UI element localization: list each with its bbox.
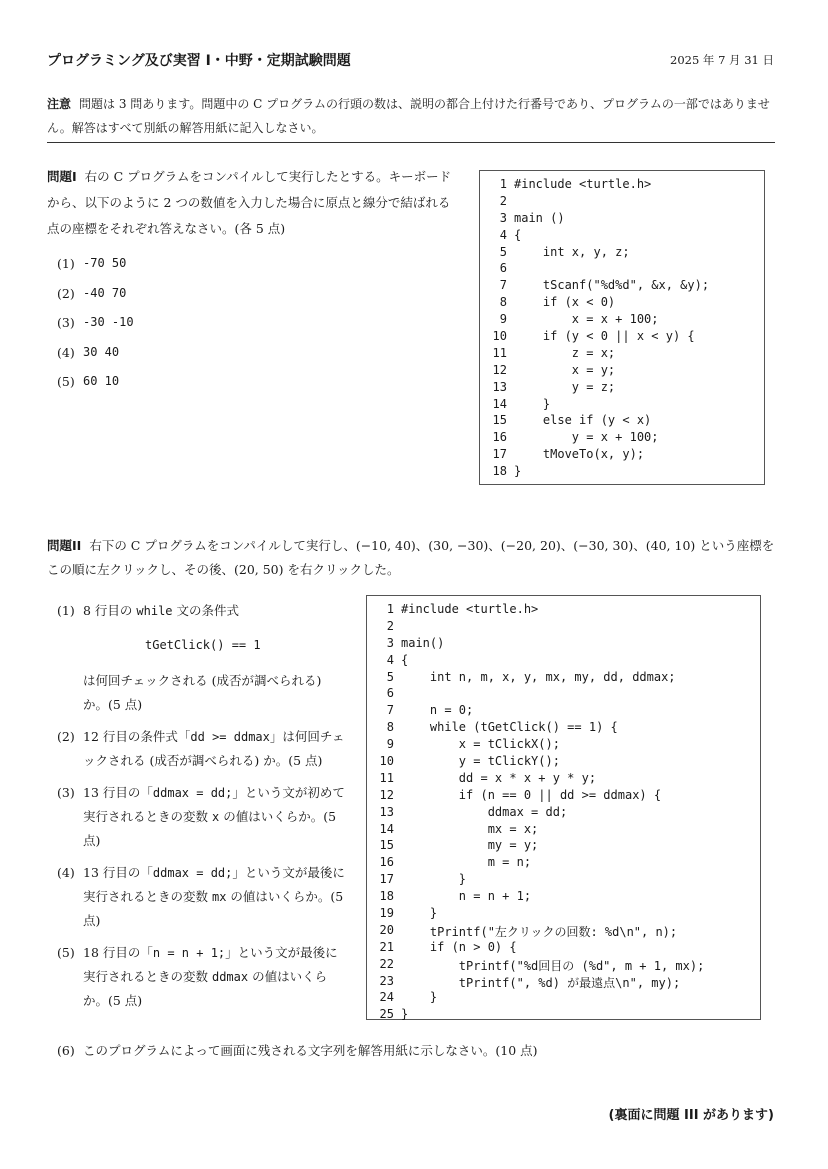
q1-item (57, 315, 134, 345)
code-line (490, 346, 764, 363)
line-code: tScanf("%d%d", &x, &y); (514, 278, 710, 293)
line-code: y = x + 100; (514, 430, 659, 445)
line-code: main() (401, 635, 445, 650)
line-number: 4 (499, 227, 507, 242)
line-number: 8 (386, 720, 394, 735)
line-code: mx = x; (401, 821, 539, 836)
q1-text: 右の C プログラムをコンパイルして実行したとする。キーボードから、以下のように 2 つの数値を入力した場合に原点と線分で結ばれる点の座標をそれぞれ答えなさい。(各 5 点) (47, 169, 452, 236)
line-number: 13 (379, 804, 394, 819)
line-number: 18 (492, 464, 507, 479)
line-number: 11 (492, 345, 507, 360)
line-code: tPrintf("左クリックの回数: %d\n", n); (401, 924, 678, 939)
q2-item-1 (57, 599, 345, 717)
q1-item (57, 374, 134, 404)
inline-code: while (136, 604, 173, 618)
line-code: } (401, 1007, 409, 1022)
q2-statement (47, 534, 777, 582)
q1-label: 問題I (47, 169, 77, 184)
code-line (490, 211, 764, 228)
q2-label: 問題II (47, 538, 82, 553)
q2-item-text: 」という文が最後に実行されるときの変数 (83, 865, 345, 904)
line-number: 13 (492, 379, 507, 394)
line-number: 3 (499, 210, 507, 225)
inline-code: ddmax = dd; (152, 866, 233, 880)
q1-item-value: -30 -10 (83, 315, 134, 329)
inline-code: x (211, 810, 220, 824)
q2-item-text: の値はいくらか。(5 点) (83, 889, 344, 928)
inline-code: n = n + 1; (152, 946, 226, 960)
code-line (377, 788, 760, 805)
line-number: 4 (386, 652, 394, 667)
line-code: tPrintf(", %d) が最遠点\n", my); (401, 975, 681, 990)
footer-note: (裏面に問題 III があります) (608, 1108, 774, 1123)
line-number: 22 (379, 956, 394, 971)
line-number: 11 (379, 770, 394, 785)
code-line (490, 413, 764, 430)
code-line (377, 855, 760, 872)
line-code: main () (514, 210, 565, 225)
q1-item-number: (5) (57, 374, 75, 389)
code-line (377, 974, 760, 991)
q1-item (57, 256, 134, 286)
code-line (490, 329, 764, 346)
q2-item-2 (57, 725, 345, 773)
line-code: if (n == 0 || dd >= ddmax) { (401, 787, 662, 802)
line-number: 15 (492, 413, 507, 428)
code-line (490, 194, 764, 211)
divider (47, 142, 775, 143)
code-line (490, 261, 764, 278)
q2-item-text: の値はいくらか。(5 点) (83, 809, 337, 848)
q2-item-text: 」という文が初めて実行されるときの変数 (83, 785, 345, 824)
line-code: } (401, 990, 438, 1005)
line-code: n = n + 1; (401, 889, 532, 904)
line-number: 1 (386, 602, 394, 616)
code-line (377, 906, 760, 923)
inline-code: dd >= ddmax (190, 730, 270, 744)
line-number: 10 (492, 329, 507, 344)
q1-item-value: 60 10 (83, 374, 120, 388)
notice-label: 注意 (47, 97, 72, 111)
line-code: ddmax = dd; (401, 804, 568, 819)
code-line (377, 653, 760, 670)
code-line (377, 737, 760, 754)
line-number: 15 (379, 838, 394, 853)
code-line (377, 619, 760, 636)
code-line (490, 380, 764, 397)
line-code: x = tClickX(); (401, 737, 560, 752)
line-code: z = x; (514, 345, 616, 360)
q2-question-list (57, 599, 345, 1021)
q2-item-text: 13 行目の「 (83, 865, 153, 880)
q2-item-text: 8 行目の (83, 603, 137, 618)
line-number: 9 (499, 312, 507, 327)
line-code: } (401, 906, 438, 921)
code-line (377, 822, 760, 839)
line-number: 24 (379, 990, 394, 1005)
line-code: n = 0; (401, 703, 474, 718)
q1-item-value: -70 50 (83, 256, 127, 270)
line-number: 5 (386, 669, 394, 684)
notice (47, 92, 777, 140)
q2-item-text: の値はいくらか。(5 点) (83, 969, 328, 1008)
q1-item-value: 30 40 (83, 344, 120, 359)
line-code: my = y; (401, 838, 539, 853)
code-line (377, 872, 760, 889)
exam-date: 2025 年 7 月 31 日 (670, 53, 774, 67)
q2-item-text: は何回チェックされる (成否が調べられる) か。(5 点) (83, 673, 322, 712)
q2-item-3 (57, 781, 345, 853)
line-code: else if (y < x) (514, 413, 652, 428)
line-code: if (n > 0) { (401, 939, 517, 954)
line-code: if (y < 0 || x < y) { (514, 329, 695, 344)
line-number: 2 (386, 618, 394, 633)
line-code: tPrintf("%d回目の (%d", m + 1, mx); (401, 958, 705, 973)
code-line (377, 636, 760, 653)
inline-code: ddmax = dd; (152, 786, 233, 800)
code-line (377, 889, 760, 906)
line-number: 17 (492, 447, 507, 462)
q1-code-listing (479, 170, 765, 485)
line-code: y = tClickY(); (401, 754, 560, 769)
line-code: { (514, 227, 522, 242)
q2-item-number: (3) (57, 785, 75, 800)
line-number: 14 (379, 821, 394, 836)
condition-expression: tGetClick() == 1 (145, 638, 261, 652)
q2-item-5 (57, 941, 345, 1013)
code-line (377, 1007, 760, 1024)
code-line (377, 805, 760, 822)
line-code: } (401, 872, 467, 887)
code-line (490, 447, 764, 464)
code-line (377, 602, 760, 619)
line-number: 23 (379, 973, 394, 988)
code-line (490, 245, 764, 262)
code-line (377, 720, 760, 737)
line-code: #include <turtle.h> (514, 177, 652, 191)
q2-item-number: (6) (57, 1043, 75, 1058)
line-code: m = n; (401, 855, 532, 870)
code-line (490, 397, 764, 414)
line-number: 12 (379, 787, 394, 802)
q1-item-number: (2) (57, 285, 75, 301)
q2-item-number: (5) (57, 945, 75, 960)
line-number: 19 (379, 906, 394, 921)
q2-text: 右下の C プログラムをコンパイルして実行し、(−10, 40)、(30, −30)、(−20, 20)、(−30, 30)、(40, 10) という座標をこの順に左クリックし、その後、(20, 50) を右クリックした。 (47, 538, 775, 577)
code-line (377, 771, 760, 788)
code-line (490, 177, 764, 194)
line-number: 14 (492, 396, 507, 411)
q2-item-text: 18 行目の「 (83, 945, 153, 960)
line-code: while (tGetClick() == 1) { (401, 720, 618, 735)
code-line (490, 430, 764, 447)
code-line (377, 838, 760, 855)
q2-item-text: 文の条件式 (172, 603, 240, 618)
line-number: 7 (499, 278, 507, 293)
code-line (377, 990, 760, 1007)
q2-item-text: 12 行目の条件式「 (83, 729, 191, 744)
q2-code-listing (366, 595, 761, 1020)
line-number: 18 (379, 889, 394, 904)
code-line (490, 228, 764, 245)
q1-item-number: (1) (57, 256, 75, 271)
code-line (377, 957, 760, 974)
code-line (490, 312, 764, 329)
q1-item-number: (3) (57, 315, 75, 330)
q1-item (57, 286, 134, 316)
line-code: if (x < 0) (514, 295, 616, 310)
line-number: 7 (386, 703, 394, 718)
line-code: } (514, 464, 522, 479)
line-number: 17 (379, 872, 394, 887)
line-number: 1 (499, 177, 507, 191)
line-number: 10 (379, 754, 394, 769)
line-code: x = y; (514, 362, 616, 377)
q1-item (57, 345, 134, 375)
exam-title: プログラミング及び実習 I・中野・定期試験問題 (47, 53, 351, 69)
line-code: x = x + 100; (514, 312, 659, 327)
code-line (377, 754, 760, 771)
line-code: dd = x * x + y * y; (401, 770, 597, 785)
line-number: 6 (499, 261, 507, 276)
line-number: 8 (499, 295, 507, 310)
line-number: 16 (492, 430, 507, 445)
line-code: } (514, 396, 551, 411)
line-number: 21 (379, 939, 394, 954)
inline-code: ddmax (211, 970, 249, 984)
code-line (377, 940, 760, 957)
line-number: 20 (379, 922, 394, 937)
line-code: { (401, 652, 409, 667)
line-code: int x, y, z; (514, 244, 630, 259)
line-number: 6 (386, 686, 394, 701)
line-number: 25 (379, 1007, 394, 1022)
q2-item-text: 13 行目の「 (83, 785, 153, 800)
code-line (377, 686, 760, 703)
q2-item-number: (1) (57, 603, 75, 618)
q1-input-list (57, 256, 134, 404)
q2-item-text: このプログラムによって画面に残される文字列を解答用紙に示しなさい。(10 点) (83, 1043, 538, 1058)
line-number: 12 (492, 362, 507, 377)
q2-item-4 (57, 861, 345, 933)
code-line (377, 670, 760, 687)
line-number: 9 (386, 737, 394, 752)
line-code: #include <turtle.h> (401, 602, 539, 616)
code-line (490, 464, 764, 481)
line-code: tMoveTo(x, y); (514, 447, 645, 462)
q2-item-number: (2) (57, 729, 75, 744)
q2-item-number: (4) (57, 865, 75, 880)
q1-item-value: -40 70 (83, 285, 127, 300)
q1-statement (47, 164, 457, 242)
line-number: 2 (499, 193, 507, 208)
q1-item-number: (4) (57, 344, 75, 360)
code-line (377, 923, 760, 940)
line-number: 5 (499, 244, 507, 259)
inline-code: mx (211, 890, 227, 904)
line-code: int n, m, x, y, mx, my, dd, ddmax; (401, 669, 676, 684)
q2-item-6 (57, 1039, 777, 1063)
q2-item-text: 」は何回チェックされる (成否が調べられる) か。(5 点) (83, 729, 345, 768)
notice-text: 問題は 3 問あります。問題中の C プログラムの行頭の数は、説明の都合上付けた行番号であり、プログラムの一部ではありません。解答はすべて別紙の解答用紙に記入しなさい。 (47, 97, 770, 135)
line-code: y = z; (514, 379, 616, 394)
line-number: 3 (386, 635, 394, 650)
code-line (490, 278, 764, 295)
code-line (490, 295, 764, 312)
code-line (490, 363, 764, 380)
code-line (377, 703, 760, 720)
q2-item-text: 」という文が最後に実行されるときの変数 (83, 945, 338, 984)
line-number: 16 (379, 855, 394, 870)
